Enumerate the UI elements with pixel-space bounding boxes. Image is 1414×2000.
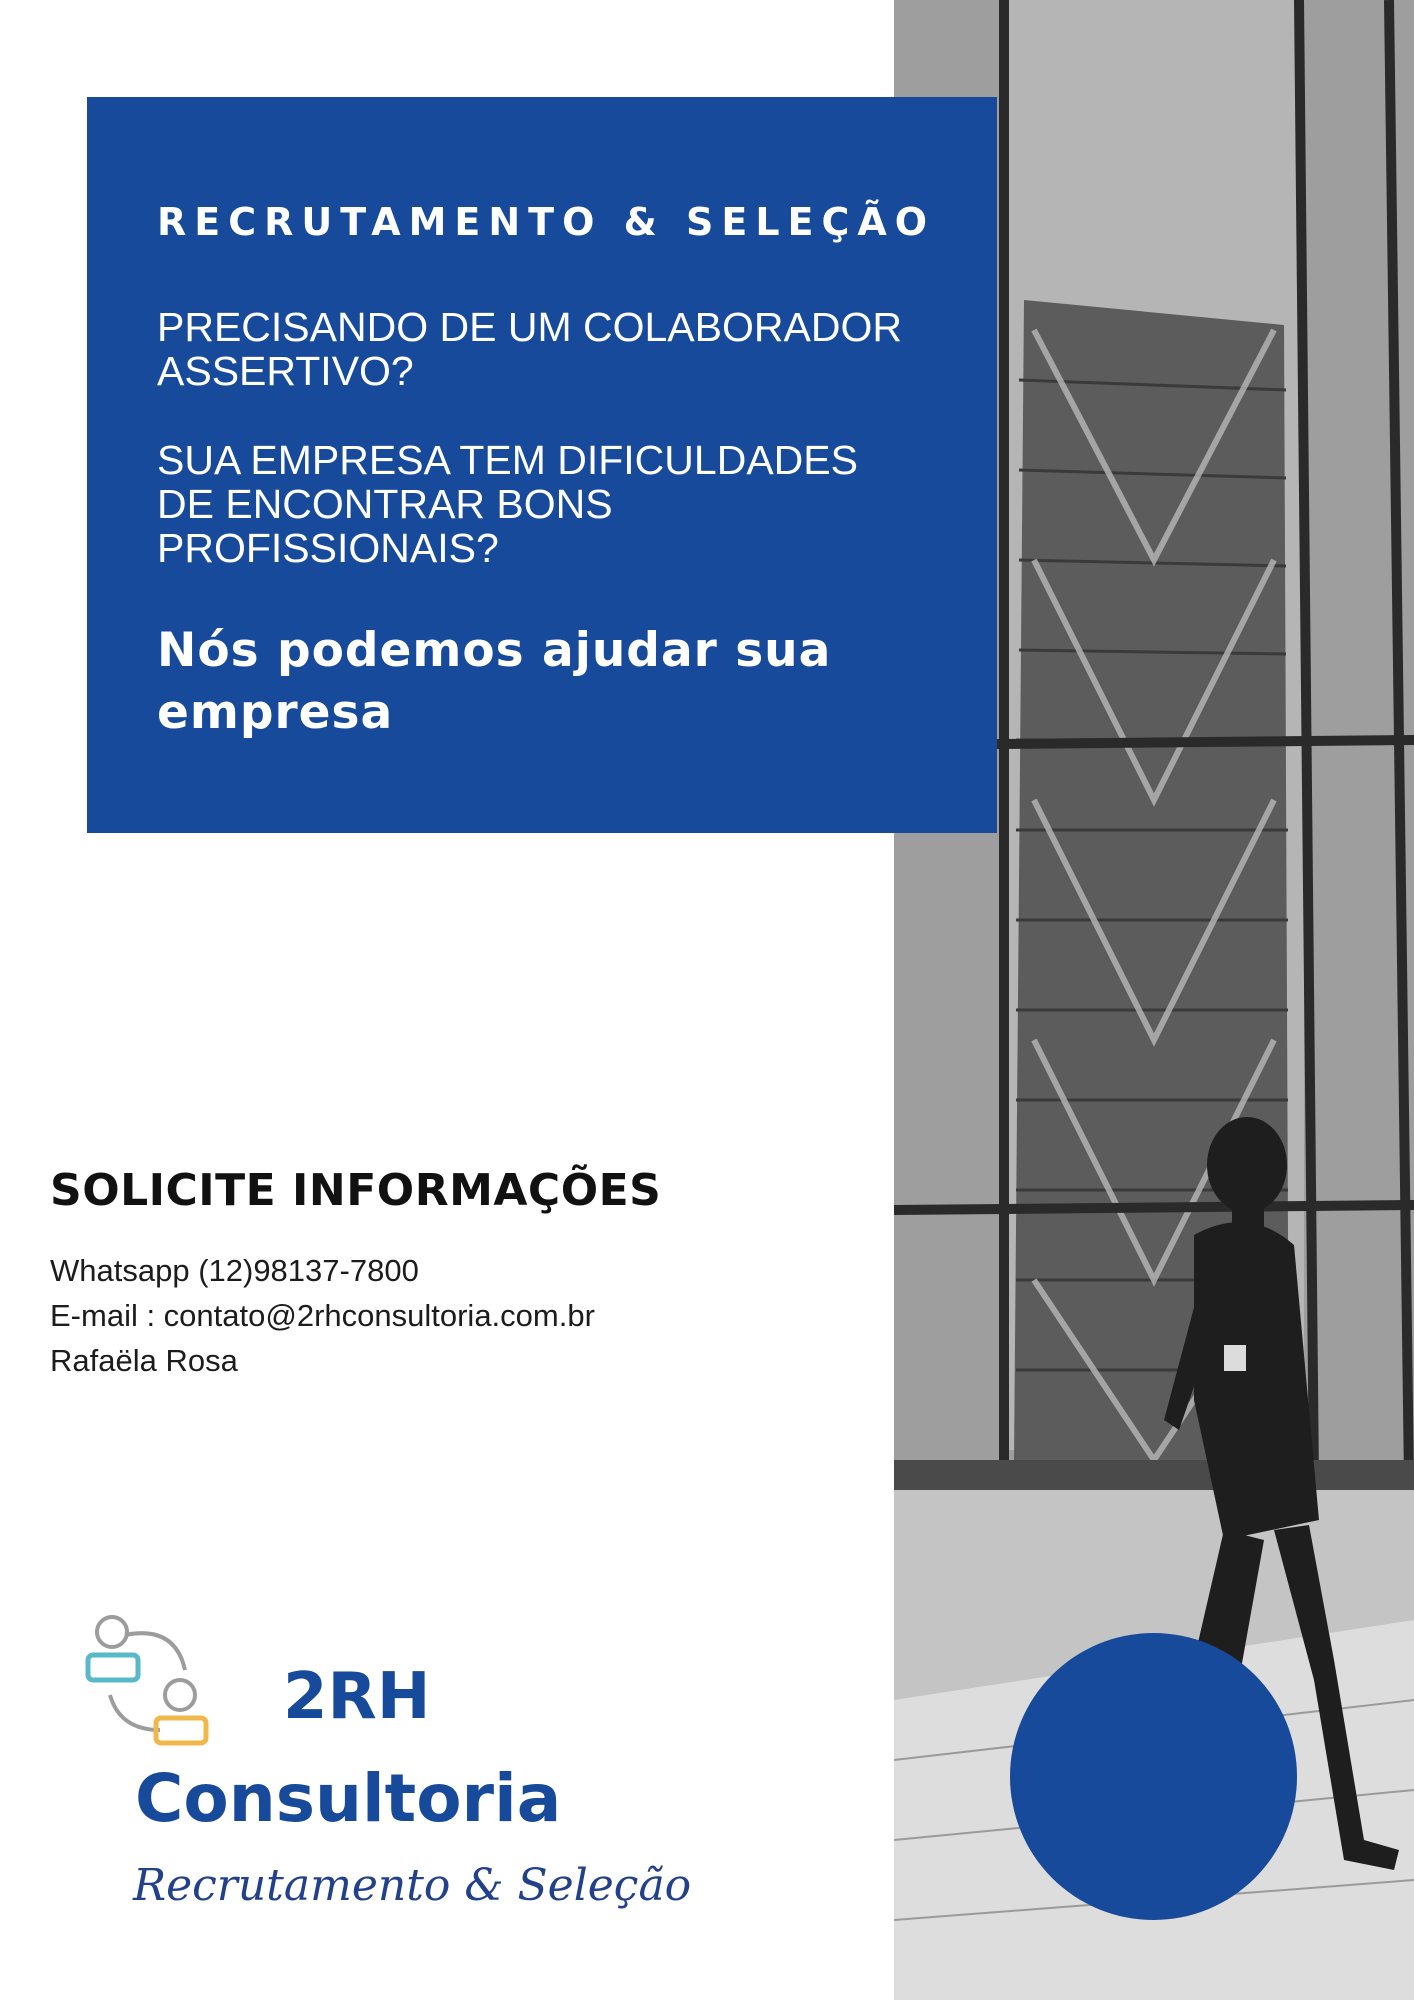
hero-question-2: SUA EMPRESA TEM DIFICULDADES DE ENCONTRAR BONS PROFISSIONAIS? (157, 437, 858, 571)
logo-consultoria: Consultoria (135, 1760, 562, 1837)
people-network-icon (80, 1610, 215, 1755)
contact-email: E-mail : contato@2rhconsultoria.com.br (50, 1298, 595, 1333)
contact-title: SOLICITE INFORMAÇÕES (50, 1165, 662, 1216)
accent-circle (1010, 1633, 1297, 1920)
hero-question-1: PRECISANDO DE UM COLABORADOR ASSERTIVO? (157, 304, 902, 394)
logo-2rh: 2RH (283, 1660, 431, 1734)
logo-tagline: Recrutamento & Seleção (133, 1860, 692, 1911)
hero-tagline: Nós podemos ajudar sua empresa (157, 623, 832, 740)
hero-eyebrow: RECRUTAMENTO & SELEÇÃO (157, 200, 936, 244)
contact-person: Rafaëla Rosa (50, 1343, 238, 1378)
contact-whatsapp: Whatsapp (12)98137-7800 (50, 1253, 419, 1288)
